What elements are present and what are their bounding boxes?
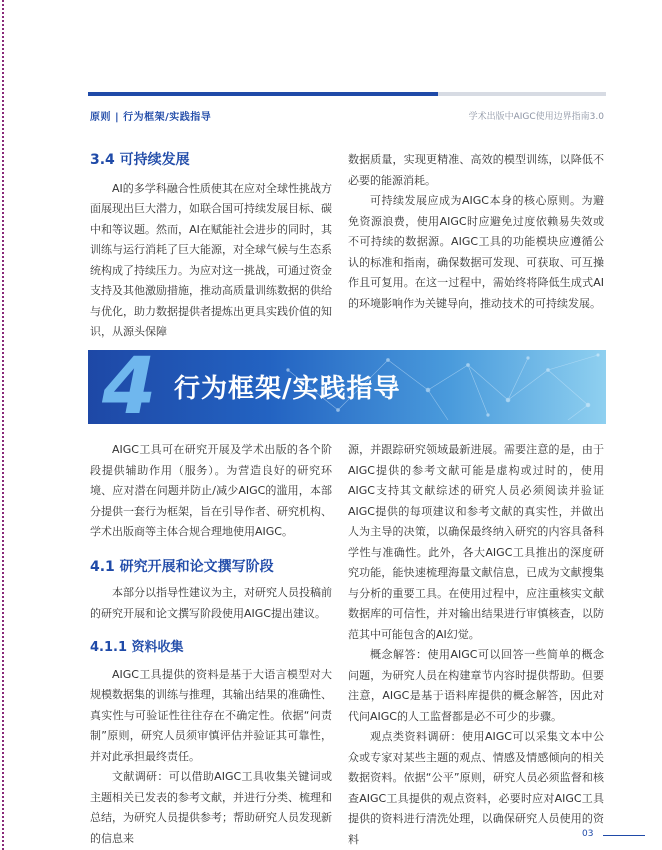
section-3-4-left-column bbox=[90, 150, 332, 343]
paragraph-continued: 数据质量，实现更精准、高效的模型训练，以降低不必要的能源消耗。 bbox=[348, 153, 604, 187]
chapter-4-right-column bbox=[348, 440, 604, 850]
page-edge-dotted-line bbox=[2, 0, 4, 850]
header-divider-accent bbox=[88, 92, 438, 96]
paragraph: 概念解答：使用AIGC可以回答一些简单的概念问题，为研究人员在构建章节内容时提供帮助。但要注意，AIGC是基于语料库提供的概念解答，因此对代问AIGC的人工监督都是必不可少的步骤。 bbox=[348, 648, 604, 723]
section-3-4-heading: 3.4 可持续发展 bbox=[90, 152, 190, 168]
section-4-1-1-heading: 4.1.1 资料收集 bbox=[90, 640, 184, 655]
paragraph-continued: 源，并跟踪研究领域最新进展。需要注意的是，由于AIGC提供的参考文献可能是虚构或过时的，使用AIGC支持其文献综述的研究人员必须阅读并验证AIGC提供的每项建议和参考文献的真实性，并做出人为主导的决策，以确保最终纳入研究的内容具备科学性与准确性。此外，各大AIGC工具推出的深度研究功能，能快速梳理海量文献信息，已成为文献搜集与分析的重要工具。在使用过程中，应注重核实文献数据库的可信性，并对输出结果进行审慎核查，以防范其中可能包含的AI幻觉。 bbox=[348, 443, 604, 641]
chapter-banner bbox=[88, 350, 606, 424]
chapter-number: 4 bbox=[102, 350, 157, 424]
chapter-intro-paragraph: AIGC工具可在研究开展及学术出版的各个阶段提供辅助作用（服务）。为营造良好的研究环境、应对潜在问题并防止/减少AIGC的滥用，本部分提供一套行为框架，旨在引导作者、研究机构、学术出版商等主体合规合理地使用AIGC。 bbox=[90, 443, 332, 538]
page-number: 03 bbox=[582, 829, 594, 839]
running-header-section: 原则 | 行为框架/实践指导 bbox=[90, 112, 212, 123]
chapter-title: 行为框架/实践指导 bbox=[174, 374, 401, 404]
paragraph: 观点类资料调研：使用AIGC可以采集文本中公众或专家对某些主题的观点、情感及情感倾向的相关数据资料。依据“公平”原则，研究人员必须监督和核查AIGC工具提供的观点资料，必要时应对AIGC工具提供的资料进行清洗处理，以确保研究人员使用的资料 bbox=[348, 730, 604, 846]
section-4-1-heading: 4.1 研究开展和论文撰写阶段 bbox=[90, 558, 274, 575]
chapter-4-left-column bbox=[90, 440, 332, 849]
footer-rule bbox=[603, 835, 645, 836]
section-3-4-right-column bbox=[348, 150, 604, 314]
paragraph: 本部分以指导性建议为主，对研究人员投稿前的研究开展和论文撰写阶段使用AIGC提出建议。 bbox=[90, 586, 332, 620]
running-header-title: 学术出版中AIGC使用边界指南3.0 bbox=[468, 112, 604, 122]
paragraph: 文献调研：可以借助AIGC工具收集关键词或主题相关已发表的参考文献，并进行分类、梳理和总结，为研究人员提供参考；帮助研究人员发现新的信息来 bbox=[90, 770, 332, 845]
paragraph: 可持续发展应成为AIGC本身的核心原则。为避免资源浪费，使用AIGC时应避免过度依赖易失效或不可持续的数据源。AIGC工具的功能模块应遵循公认的标准和指南，确保数据可发现、可获取、可互操作且可复用。在这一过程中，需始终将降低生成式AI的环境影响作为关键导向，推动技术的可持续发展。 bbox=[348, 194, 604, 310]
header-divider bbox=[88, 92, 606, 96]
paragraph: AIGC工具提供的资料是基于大语言模型对大规模数据集的训练与推理，其输出结果的准确性、真实性与可验证性往往存在不确定性。依据“问责制”原则，研究人员须审慎评估并验证其可靠性，并对此承担最终责任。 bbox=[90, 667, 332, 763]
paragraph: AI的多学科融合性质使其在应对全球性挑战方面展现出巨大潜力，如联合国可持续发展目标、碳中和等议题。然而，AI在赋能社会进步的同时，其训练与运行消耗了巨大能源，对全球气候与生态系统构成了持续压力。为应对这一挑战，可通过资金支持及其他激励措施，推动高质量训练数据的供给与优化，助力数据提供者提炼出更具实践价值的知识，从源头保障 bbox=[90, 181, 332, 338]
